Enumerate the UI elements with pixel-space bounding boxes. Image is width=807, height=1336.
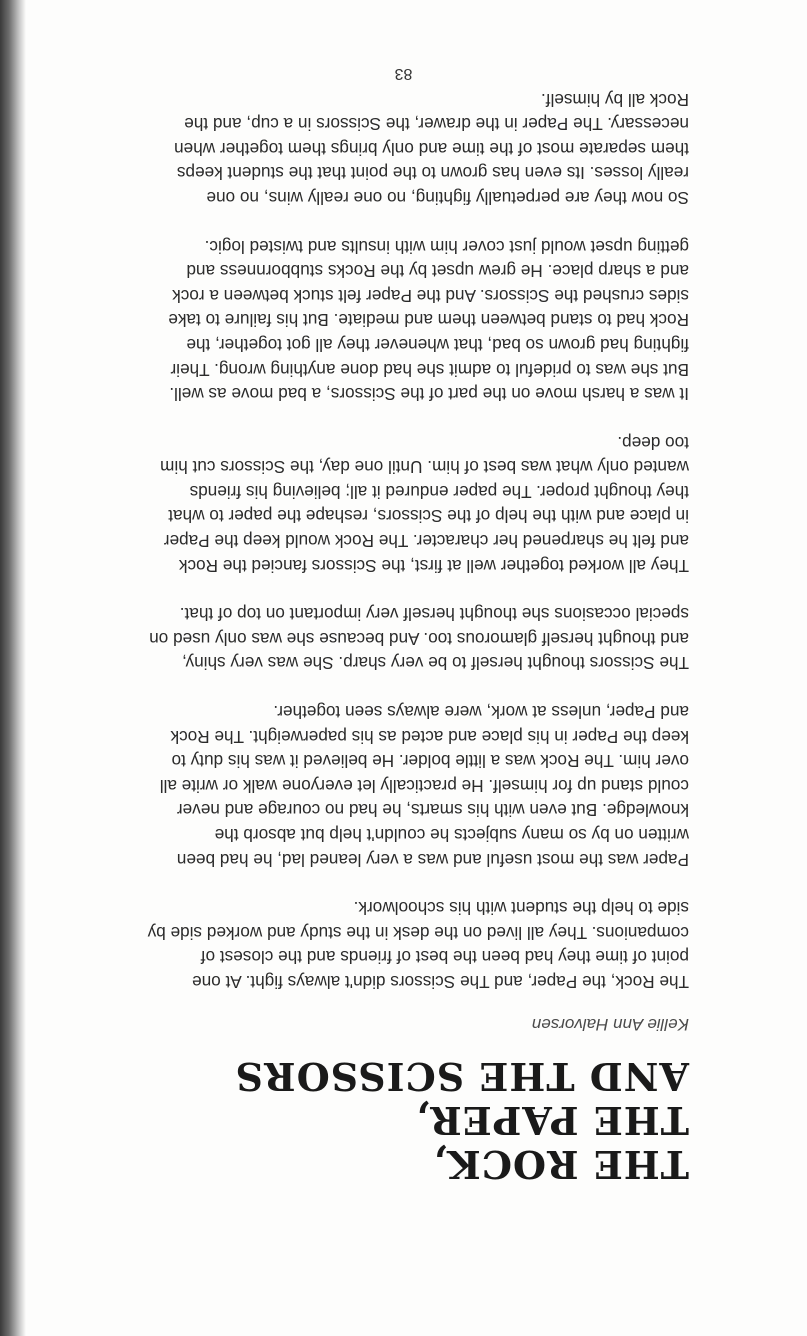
story-body [93,63,689,994]
text-line: written on by so many subjects he couldn't help but absorb the [214,825,689,846]
text-line: keep the Paper in his place and acted as his paperweight. The Rock [170,726,689,747]
text-line: Rock had to stand between them and mediate. But his failure to take [168,310,689,331]
text-line: point of time they had been the best of friends and the closest of [200,947,689,968]
text-line: companions. They all lived on the desk in the study and worked side by [147,922,689,943]
story-paragraph [93,896,689,994]
text-line: and thought herself glamorous too. And because she was only used on [149,628,689,649]
text-line: and Paper, unless at work, were always seen together. [273,702,689,723]
text-line: them separate most of the time and only brings them together when [174,138,689,159]
text-line: It was a harsh move on the part of the Scissors, a bad move as well. [169,384,689,405]
text-line: over him. The Rock was a little bolder. He believed it was his duty to [171,751,689,772]
story-paragraph [93,87,689,210]
text-line: The Scissors thought herself to be very sharp. She was very shiny, [182,653,689,674]
title-line: THE ROCK, [432,1142,689,1187]
text-line: could stand up for himself. He practically let everyone walk or write all [159,775,689,796]
text-line: and a sharp place. He grew upset by the Rocks stubbornness and [186,261,689,282]
text-line: getting upset would just cover him with insults and twisted logic. [204,236,689,257]
author-byline: Kellie Ann Halvorsen [531,1015,689,1034]
text-line: Paper was the most useful and was a very leaned lad, he had been [176,849,689,870]
story-paragraph [93,234,689,406]
spine-shadow [0,0,26,1336]
text-line: too deep. [617,432,689,453]
title-line: AND THE SCISSORS [234,1054,689,1099]
text-line: fighting had grown so bad, that whenever they all got together, the [186,334,689,355]
text-line: But she was to prideful to admit she had done anything wrong. Their [170,359,689,380]
text-line: and felt he sharpened her character. The Rock would keep the Paper [163,531,689,552]
text-line: necessary. The Paper in the drawer, the Scissors in a cup, and the [184,114,689,135]
text-line: wanted only what was best of him. Until one day, the Scissors cut him [160,457,689,478]
text-line: they thought proper. The paper endured it all; believing his friends [189,481,689,502]
story-paragraph [93,602,689,676]
story-title [235,1054,689,1186]
story-paragraph [93,699,689,871]
story-paragraph [93,430,689,578]
text-line: sides crushed the Scissors. And the Paper felt stuck between a rock [172,285,689,306]
text-line: They all worked together well at first, the Scissors fancied the Rock [178,555,689,576]
text-line: really losses. Its even has grown to the point that the student keeps [176,163,689,184]
text-line: Rock all by himself. [540,89,689,110]
title-line: THE PAPER, [414,1098,689,1143]
page-number: 83 [394,65,413,82]
text-line: The Rock, the Paper, and The Scissors didn't always fight. At one [192,972,689,992]
text-line: side to help the student with his schoolwork. [353,898,689,919]
text-line: in place and with the help of the Scissors, reshape the paper to what [168,506,689,527]
text-line: So now they are perpetually fighting, no one really wins, no one [206,187,689,208]
text-line: knowledge. But even with his smarts, he had no courage and never [176,800,689,821]
text-line: special occasions she thought herself very important on top of that. [179,604,689,625]
